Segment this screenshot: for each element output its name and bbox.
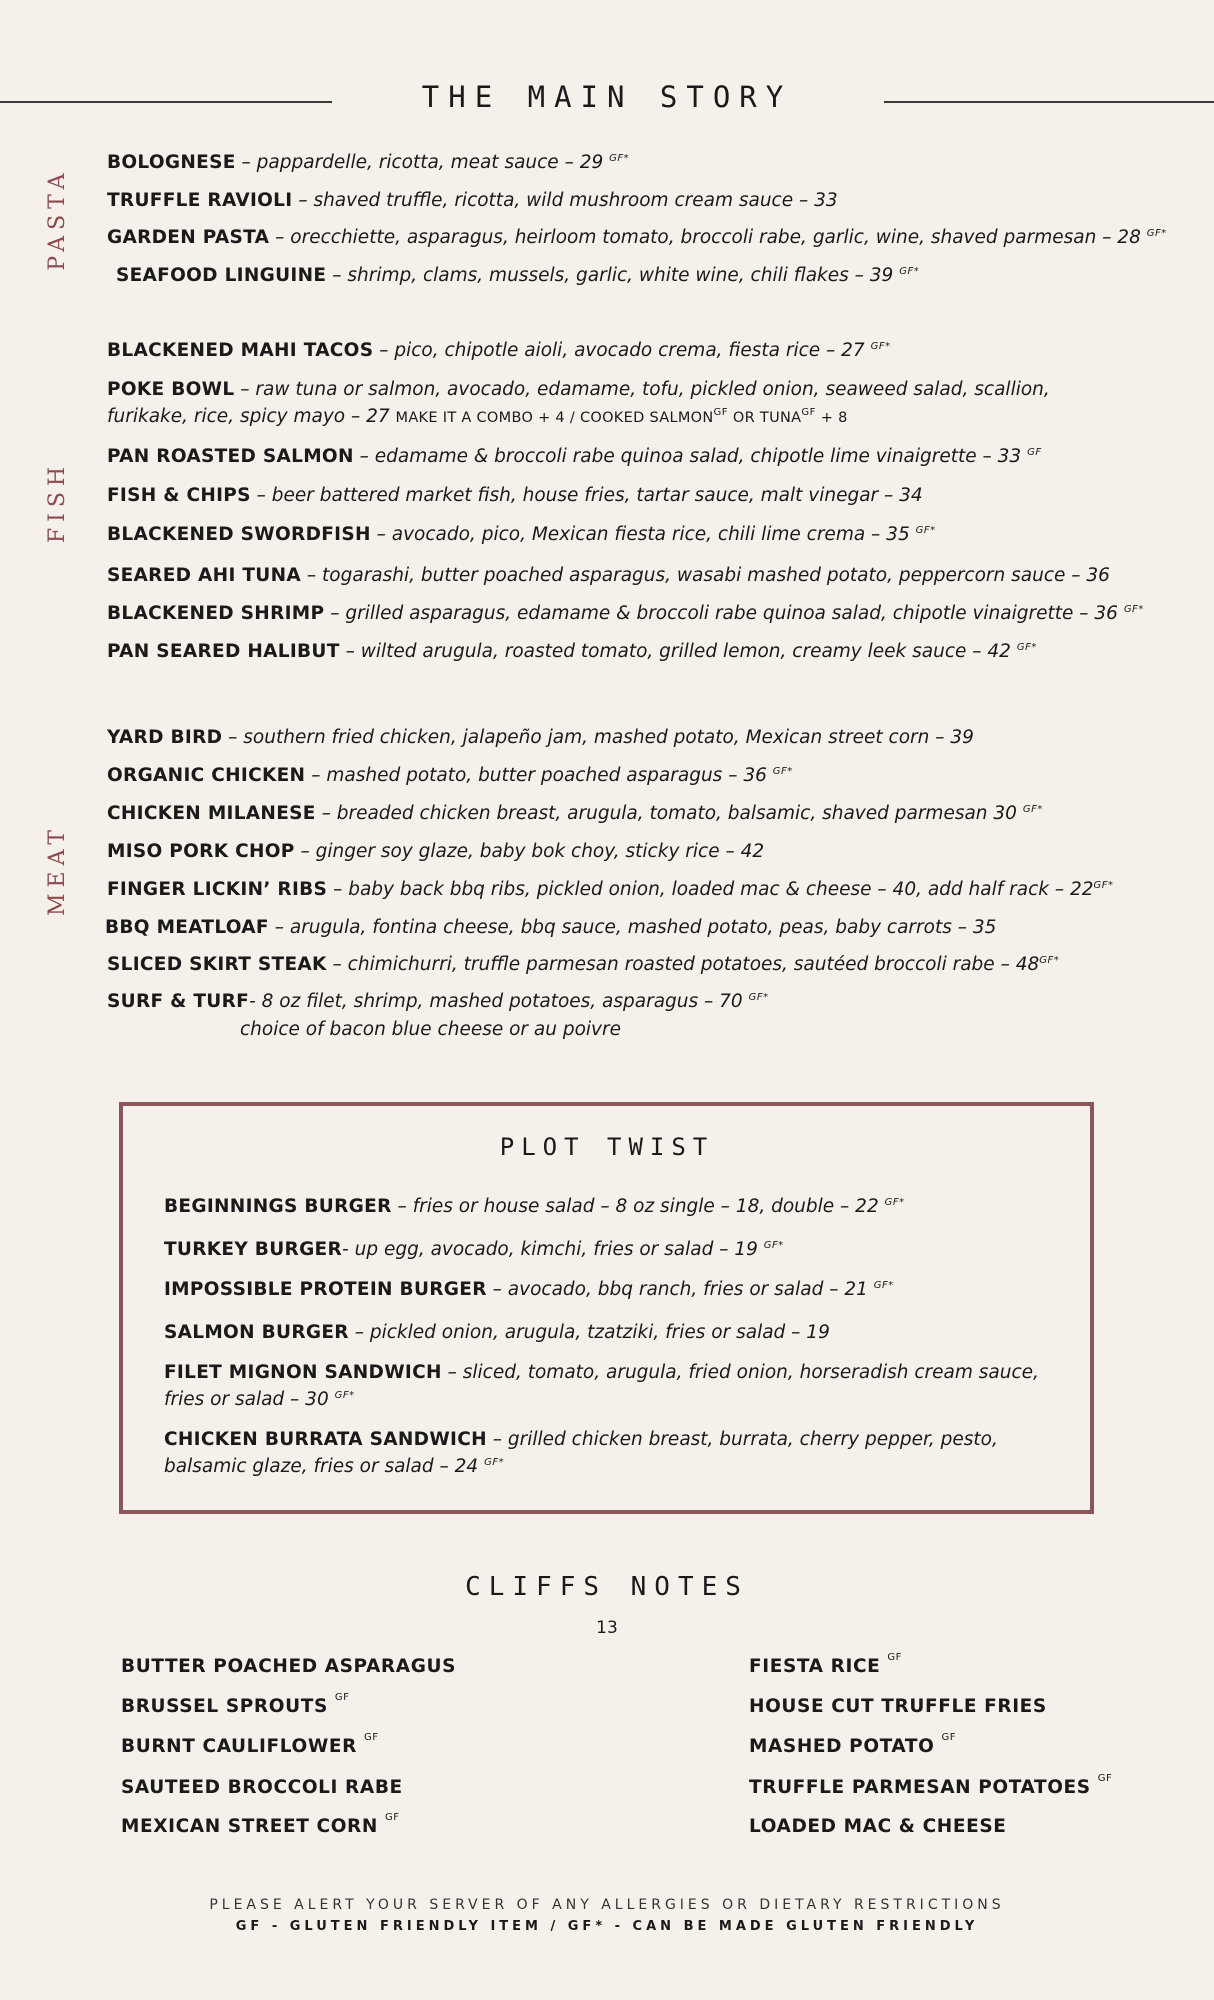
item-name: BLACKENED SHRIMP xyxy=(107,603,325,624)
item-name: PAN SEARED HALIBUT xyxy=(107,641,340,662)
combo-note: + 8 xyxy=(815,410,848,426)
item-name: FILET MIGNON SANDWICH xyxy=(164,1362,442,1383)
gf-marker: GF* xyxy=(1016,642,1037,653)
item-description: – breaded chicken breast, arugula, tomato, balsamic, shaved parmesan 30 xyxy=(315,803,1023,824)
menu-item xyxy=(107,838,764,865)
cliffs-notes-price: 13 xyxy=(596,1618,618,1638)
item-name: POKE BOWL xyxy=(107,379,235,400)
gf-marker: GF xyxy=(385,1812,400,1823)
menu-item xyxy=(164,1426,998,1480)
menu-item xyxy=(105,914,996,941)
gf-marker: GF* xyxy=(763,1240,784,1251)
menu-item xyxy=(107,482,923,509)
cliffs-notes-title: CLIFFS NOTES xyxy=(465,1572,749,1602)
menu-item xyxy=(107,876,1114,903)
item-description: – wilted arugula, roasted tomato, grilled lemon, creamy leek sauce – 42 xyxy=(339,641,1017,662)
item-name: CHICKEN BURRATA SANDWICH xyxy=(164,1429,487,1450)
gf-marker: GF xyxy=(941,1732,957,1743)
gf-marker: GF* xyxy=(1146,228,1167,239)
side-name: BRUSSEL SPROUTS xyxy=(121,1696,335,1717)
side-item xyxy=(749,1773,1113,1798)
gf-marker: GF* xyxy=(484,1457,505,1468)
item-name: IMPOSSIBLE PROTEIN BURGER xyxy=(164,1279,487,1300)
item-description: – ginger soy glaze, baby bok choy, sticky rice – 42 xyxy=(294,841,765,862)
gf-marker: GF xyxy=(363,1732,379,1743)
item-description: – pappardelle, ricotta, meat sauce – 29 xyxy=(235,152,610,173)
allergy-notice: PLEASE ALERT YOUR SERVER OF ANY ALLERGIES OR DIETARY RESTRICTIONS xyxy=(209,1897,1005,1913)
gf-marker: GF xyxy=(1097,1773,1113,1784)
gf-marker: GF* xyxy=(334,1390,355,1401)
side-item xyxy=(121,1777,403,1798)
gf-marker: GF* xyxy=(609,153,630,164)
side-name: SAUTEED BROCCOLI RABE xyxy=(121,1777,403,1798)
item-name: ORGANIC CHICKEN xyxy=(107,765,306,786)
menu-item xyxy=(107,988,769,1015)
gf-marker: GF* xyxy=(1093,880,1114,891)
item-description: – pickled onion, arugula, tzatziki, fries or salad – 19 xyxy=(348,1322,830,1343)
section-label-fish: FISH xyxy=(45,460,70,544)
item-name: TRUFFLE RAVIOLI xyxy=(107,190,293,211)
item-description: – grilled asparagus, edamame & broccoli rabe quinoa salad, chipotle vinaigrette – 36 xyxy=(324,603,1124,624)
item-name: CHICKEN MILANESE xyxy=(107,803,316,824)
gf-marker: GF xyxy=(713,407,729,418)
menu-item xyxy=(107,562,1110,589)
side-item xyxy=(121,1656,456,1677)
menu-item xyxy=(107,224,1167,251)
item-description: – shaved truffle, ricotta, wild mushroom cream sauce – 33 xyxy=(292,190,838,211)
item-description: – sliced, tomato, arugula, fried onion, horseradish cream sauce, xyxy=(441,1362,1039,1383)
side-item xyxy=(121,1732,379,1757)
combo-note: MAKE IT A COMBO + 4 / COOKED SALMON xyxy=(395,410,714,426)
menu-item xyxy=(107,337,891,364)
item-description: – orecchiette, asparagus, heirloom tomato, broccoli rabe, garlic, wine, shaved parmesan – 28 xyxy=(269,227,1147,248)
side-name: MEXICAN STREET CORN xyxy=(121,1816,386,1837)
item-name: GARDEN PASTA xyxy=(107,227,270,248)
gf-marker: GF* xyxy=(772,766,793,777)
item-name: BBQ MEATLOAF xyxy=(105,917,269,938)
item-name: SLICED SKIRT STEAK xyxy=(107,954,327,975)
item-description: – chimichurri, truffle parmesan roasted potatoes, sautéed broccoli rabe – 48 xyxy=(326,954,1040,975)
item-name: TURKEY BURGER xyxy=(164,1239,343,1260)
item-description: – avocado, bbq ranch, fries or salad – 21 xyxy=(486,1279,874,1300)
item-description: – shrimp, clams, mussels, garlic, white wine, chili flakes – 39 xyxy=(326,265,900,286)
side-name: FIESTA RICE xyxy=(749,1656,888,1677)
item-description: – mashed potato, butter poached asparagus – 36 xyxy=(305,765,773,786)
item-description: – pico, chipotle aioli, avocado crema, fiesta rice – 27 xyxy=(373,340,871,361)
gf-legend: GF - GLUTEN FRIENDLY ITEM / GF* - CAN BE MADE GLUTEN FRIENDLY xyxy=(235,1919,979,1934)
item-name: SALMON BURGER xyxy=(164,1322,349,1343)
item-name: BEGINNINGS BURGER xyxy=(164,1196,392,1217)
gf-marker: GF* xyxy=(884,1197,905,1208)
section-label-meat: MEAT xyxy=(45,824,70,916)
gf-marker: GF* xyxy=(748,992,769,1003)
item-name: PAN ROASTED SALMON xyxy=(107,446,354,467)
main-story-title: THE MAIN STORY xyxy=(421,80,793,114)
item-description: - up egg, avocado, kimchi, fries or salad – 19 xyxy=(342,1239,764,1260)
gf-marker: GF xyxy=(801,407,816,418)
side-item xyxy=(749,1696,1047,1717)
gf-marker: GF xyxy=(1027,447,1042,458)
menu-item-cont xyxy=(240,1016,621,1043)
menu-item xyxy=(107,951,1059,978)
side-name: BURNT CAULIFLOWER xyxy=(121,1736,364,1757)
menu-item xyxy=(107,638,1037,665)
menu-item xyxy=(107,443,1042,470)
gf-marker: GF* xyxy=(1123,604,1144,615)
menu-item xyxy=(164,1319,830,1346)
gf-marker: GF* xyxy=(899,266,920,277)
item-description-cont: fries or salad – 30 xyxy=(164,1389,335,1410)
gf-marker: GF* xyxy=(873,1280,894,1291)
side-name: TRUFFLE PARMESAN POTATOES xyxy=(749,1777,1098,1798)
item-description-cont: furikake, rice, spicy mayo – 27 xyxy=(107,406,396,427)
menu-item xyxy=(107,600,1144,627)
side-name: BUTTER POACHED ASPARAGUS xyxy=(121,1656,457,1677)
item-description: – arugula, fontina cheese, bbq sauce, mashed potato, peas, baby carrots – 35 xyxy=(268,917,997,938)
side-item xyxy=(121,1692,350,1717)
menu-item xyxy=(107,521,936,548)
menu-item xyxy=(164,1236,784,1263)
menu-item xyxy=(164,1359,1039,1413)
item-name: FISH & CHIPS xyxy=(107,485,251,506)
item-description: – beer battered market fish, house fries, tartar sauce, malt vinegar – 34 xyxy=(250,485,923,506)
item-description: – avocado, pico, Mexican fiesta rice, chili lime crema – 35 xyxy=(370,524,916,545)
gf-marker: GF* xyxy=(915,525,936,536)
gf-marker: GF* xyxy=(870,341,891,352)
item-name: SEAFOOD LINGUINE xyxy=(116,265,327,286)
gf-marker: GF* xyxy=(1039,955,1060,966)
item-description: – raw tuna or salmon, avocado, edamame, tofu, pickled onion, seaweed salad, scallion, xyxy=(234,379,1050,400)
menu-item xyxy=(107,724,974,751)
item-name: BOLOGNESE xyxy=(107,152,236,173)
item-description: – edamame & broccoli rabe quinoa salad, chipotle lime vinaigrette – 33 xyxy=(353,446,1028,467)
menu-item xyxy=(164,1276,894,1303)
menu-item xyxy=(164,1193,905,1220)
side-item xyxy=(749,1816,1006,1837)
menu-item xyxy=(107,376,1050,432)
side-name: HOUSE CUT TRUFFLE FRIES xyxy=(749,1696,1047,1717)
main-story-header xyxy=(0,80,1214,120)
menu-item xyxy=(107,149,629,176)
item-description: - 8 oz filet, shrimp, mashed potatoes, asparagus – 70 xyxy=(249,991,749,1012)
side-item xyxy=(749,1652,902,1677)
header-rule-right xyxy=(884,101,1214,103)
plot-twist-title: PLOT TWIST xyxy=(499,1133,715,1161)
item-name: BLACKENED MAHI TACOS xyxy=(107,340,374,361)
section-label-pasta: PASTA xyxy=(45,167,70,271)
side-name: LOADED MAC & CHEESE xyxy=(749,1816,1007,1837)
item-description: – grilled chicken breast, burrata, cherry pepper, pesto, xyxy=(486,1429,998,1450)
gf-marker: GF xyxy=(887,1652,902,1663)
gf-marker: GF* xyxy=(1022,804,1043,815)
item-name: SEARED AHI TUNA xyxy=(107,565,302,586)
menu-item xyxy=(116,262,919,289)
side-name: MASHED POTATO xyxy=(749,1736,942,1757)
item-description: – togarashi, butter poached asparagus, wasabi mashed potato, peppercorn sauce – 36 xyxy=(301,565,1110,586)
menu-item xyxy=(107,762,793,789)
item-name: YARD BIRD xyxy=(107,727,223,748)
item-name: SURF & TURF xyxy=(107,991,250,1012)
item-description-cont: balsamic glaze, fries or salad – 24 xyxy=(164,1456,485,1477)
menu-item xyxy=(107,800,1043,827)
combo-note: OR TUNA xyxy=(728,410,802,426)
item-name: FINGER LICKIN’ RIBS xyxy=(107,879,328,900)
item-description-cont: choice of bacon blue cheese or au poivre xyxy=(240,1019,621,1040)
side-item xyxy=(121,1812,400,1837)
item-description: – southern fried chicken, jalapeño jam, mashed potato, Mexican street corn – 39 xyxy=(222,727,974,748)
side-item xyxy=(749,1732,957,1757)
gf-marker: GF xyxy=(334,1692,350,1703)
item-name: BLACKENED SWORDFISH xyxy=(107,524,371,545)
item-description: – fries or house salad – 8 oz single – 18, double – 22 xyxy=(391,1196,885,1217)
item-description: – baby back bbq ribs, pickled onion, loaded mac & cheese – 40, add half rack – 22 xyxy=(327,879,1094,900)
menu-item xyxy=(107,187,838,214)
item-name: MISO PORK CHOP xyxy=(107,841,295,862)
